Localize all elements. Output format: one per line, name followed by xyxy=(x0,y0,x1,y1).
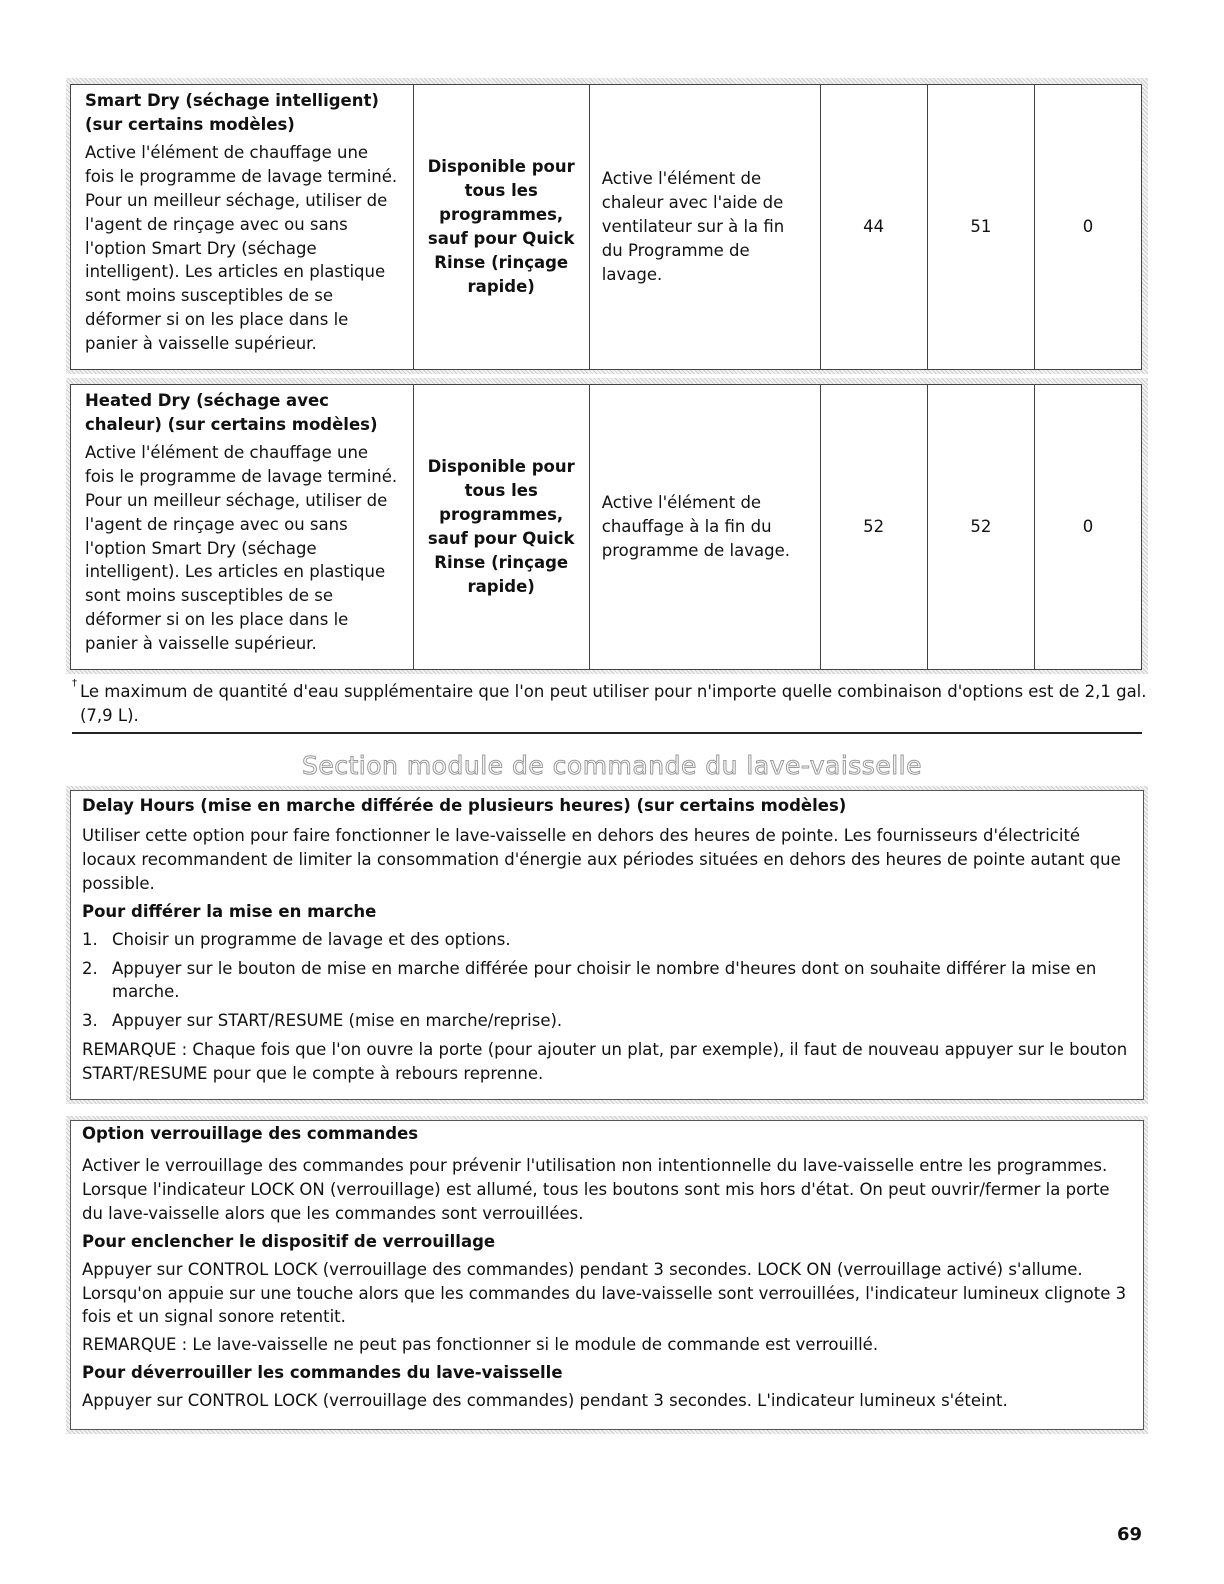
availability-cell: Disponible pour tous les programmes, sauf pour Quick Rinse (rinçage rapide) xyxy=(413,385,589,670)
option-name-cell xyxy=(71,85,414,370)
step-text: Appuyer sur le bouton de mise en marche différée pour choisir le nombre d'heures dont on souhaite différer la mise en marche. xyxy=(112,958,1097,1002)
lock-intro: Activer le verrouillage des commandes pour prévenir l'utilisation non intentionnelle du lave-vaisselle entre les programmes. Lorsque l'indicateur LOCK ON (verrouillage) est allumé, tous les boutons sont mis hors d'état. On peut ouvrir/fermer la porte du lave-vaisselle alors que les commandes sont verrouillées. xyxy=(82,1155,1110,1223)
smart-dry-row xyxy=(70,84,1142,370)
option-title: Smart Dry (séchage intelligent) (sur certains modèles) xyxy=(85,91,379,134)
value-cell: 52 xyxy=(820,385,927,670)
step-number: 1. xyxy=(82,929,98,949)
value-cell: 51 xyxy=(927,85,1034,370)
delay-note: REMARQUE : Chaque fois que l'on ouvre la porte (pour ajouter un plat, par exemple), il faut de nouveau appuyer sur le bouton START/RESUME pour que le compte à rebours reprenne. xyxy=(82,1040,1128,1084)
delay-hours-content xyxy=(82,794,1134,1086)
footnote-marker: † xyxy=(72,678,77,689)
function-cell: Active l'élément de chauffage à la fin du programme de lavage. xyxy=(589,385,820,670)
page-number: 69 xyxy=(1116,1524,1142,1545)
step-number: 2. xyxy=(82,958,98,978)
step-text: Appuyer sur START/RESUME (mise en marche/reprise). xyxy=(112,1011,563,1031)
option-description: Active l'élément de chauffage une fois le programme de lavage terminé. Pour un meilleur séchage, utiliser de l'agent de rinçage avec ou sans l'option Smart Dry (séchage intelligent). Les articles en plastique sont moins susceptibles de se déformer si on les place dans le panier à vaisselle supérieur. xyxy=(85,142,398,354)
step-number: 3. xyxy=(82,1011,98,1031)
footnote-text: Le maximum de quantité d'eau supplémentaire que l'on peut utiliser pour n'importe quelle combinaison d'options est de 2,1 gal. (7,9 L). xyxy=(80,682,1147,725)
option-name-cell xyxy=(71,385,414,670)
footnote xyxy=(72,680,1150,728)
control-lock-content xyxy=(82,1122,1134,1413)
function-cell: Active l'élément de chaleur avec l'aide de ventilateur sur à la fin du Programme de lavage. xyxy=(589,85,820,370)
availability-cell: Disponible pour tous les programmes, sauf pour Quick Rinse (rinçage rapide) xyxy=(413,85,589,370)
step-text: Choisir un programme de lavage et des options. xyxy=(112,929,511,949)
lock-note: REMARQUE : Le lave-vaisselle ne peut pas fonctionner si le module de commande est verrouillé. xyxy=(82,1335,879,1355)
value-cell: 44 xyxy=(820,85,927,370)
option-title: Heated Dry (séchage avec chaleur) (sur certains modèles) xyxy=(85,391,378,434)
value-cell: 52 xyxy=(927,385,1034,670)
heated-dry-row xyxy=(70,384,1142,670)
delay-subheading: Pour différer la mise en marche xyxy=(82,901,377,921)
lock-subheading-engage: Pour enclencher le dispositif de verrouillage xyxy=(82,1231,496,1251)
delay-steps xyxy=(82,928,1134,1034)
step-item xyxy=(82,957,1134,1005)
lock-heading: Option verrouillage des commandes xyxy=(82,1124,419,1143)
lock-release-text: Appuyer sur CONTROL LOCK (verrouillage des commandes) pendant 3 secondes. L'indicateur lumineux s'éteint. xyxy=(82,1391,1008,1411)
option-description: Active l'élément de chauffage une fois le programme de lavage terminé. Pour un meilleur séchage, utiliser de l'agent de rinçage avec ou sans l'option Smart Dry (séchage intelligent). Les articles en plastique sont moins susceptibles de se déformer si on les place dans le panier à vaisselle supérieur. xyxy=(85,442,398,654)
section-title: Section module de commande du lave-vaisselle xyxy=(302,751,922,780)
delay-intro: Utiliser cette option pour faire fonctionner le lave-vaisselle en dehors des heures de pointe. Les fournisseurs d'électricité locaux recommandent de limiter la consommation d'énergie aux périodes situées en dehors des heures de pointe autant que possible. xyxy=(82,825,1121,893)
divider xyxy=(72,732,1142,734)
lock-engage-text: Appuyer sur CONTROL LOCK (verrouillage des commandes) pendant 3 secondes. LOCK ON (verrouillage activé) s'allume. Lorsqu'on appuie sur une touche alors que les commandes du lave-vaisselle sont verrouillées, l'indicateur lumineux clignote 3 fois et un signal sonore retentit. xyxy=(82,1259,1127,1327)
lock-subheading-release: Pour déverrouiller les commandes du lave-vaisselle xyxy=(82,1363,563,1383)
step-item xyxy=(82,1009,1134,1033)
delay-heading: Delay Hours (mise en marche différée de plusieurs heures) (sur certains modèles) xyxy=(82,796,847,815)
step-item xyxy=(82,928,1134,952)
value-cell: 0 xyxy=(1034,385,1141,670)
value-cell: 0 xyxy=(1034,85,1141,370)
